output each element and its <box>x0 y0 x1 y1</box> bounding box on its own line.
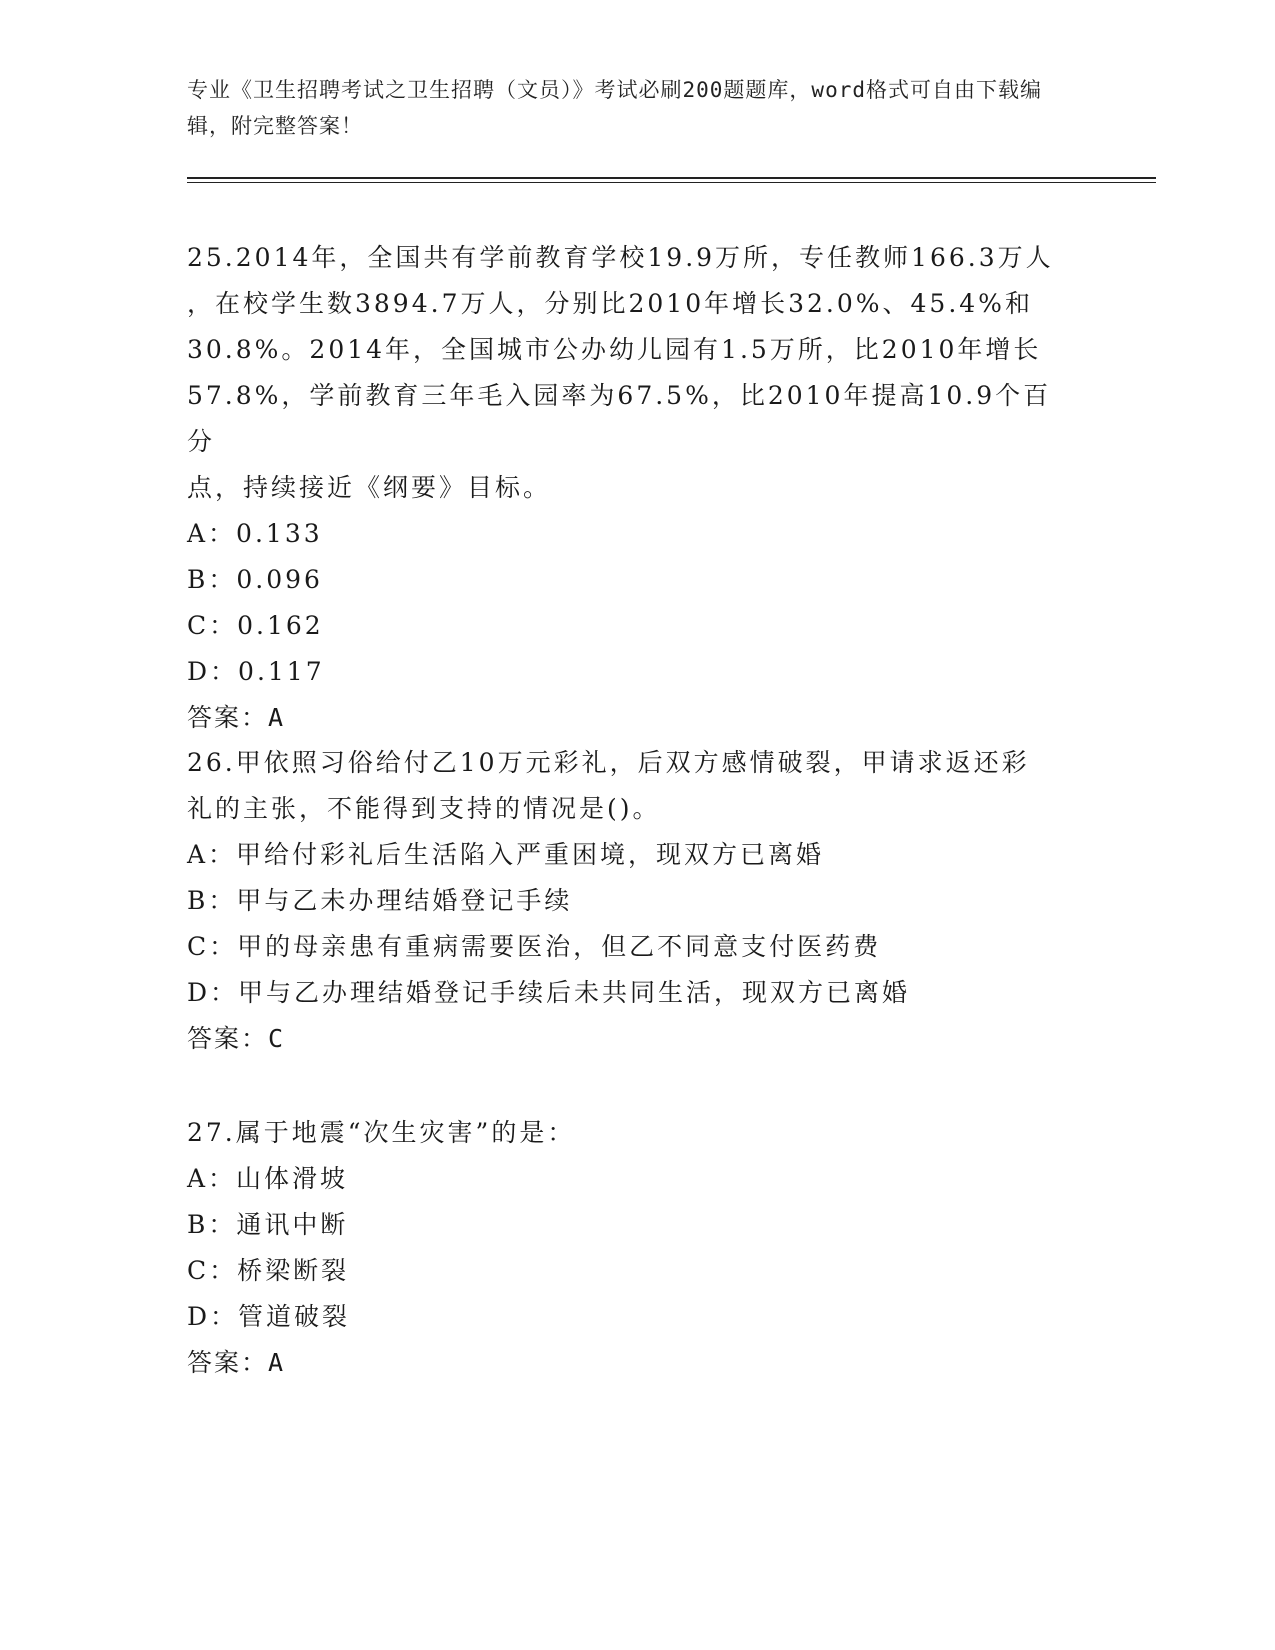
question-stem-line: ，在校学生数3894.7万人，分别比2010年增长32.0%、45.4%和 <box>187 289 1033 318</box>
option-c: C：0.162 <box>187 611 324 640</box>
option-a: A：甲给付彩礼后生活陷入严重困境，现双方已离婚 <box>187 840 825 869</box>
option-a: A：山体滑坡 <box>187 1164 349 1193</box>
question-stem-line: 57.8%，学前教育三年毛入园率为67.5%，比2010年提高10.9个百分 <box>187 381 1052 456</box>
document-intro: 专业《卫生招聘考试之卫生招聘（文员）》考试必刷200题题库，word格式可自由下载编辑，附完整答案！ <box>187 78 1042 138</box>
question-stem-line: 25.2014年，全国共有学前教育学校19.9万所，专任教师166.3万人 <box>187 243 1054 272</box>
question-26 <box>187 740 1067 1062</box>
option-a: A：0.133 <box>187 519 323 548</box>
question-stem-line: 点，持续接近《纲要》目标。 <box>187 473 552 502</box>
option-d: D：管道破裂 <box>187 1302 351 1331</box>
question-stem-line: 26.甲依照习俗给付乙10万元彩礼，后双方感情破裂，甲请求返还彩 <box>187 748 1030 777</box>
answer-line: 答案：C <box>187 1024 286 1053</box>
header-divider-thick <box>187 177 1156 179</box>
option-c: C：甲的母亲患有重病需要医治，但乙不同意支付医药费 <box>187 932 882 961</box>
answer-line: 答案：A <box>187 1348 286 1377</box>
question-stem-line: 礼的主张，不能得到支持的情况是()。 <box>187 794 661 823</box>
question-27 <box>187 1110 1067 1386</box>
option-b: B：通讯中断 <box>187 1210 349 1239</box>
answer-line: 答案：A <box>187 703 286 732</box>
question-stem-line: 27.属于地震“次生灾害”的是： <box>187 1118 576 1147</box>
option-b: B：0.096 <box>187 565 323 594</box>
option-d: D：甲与乙办理结婚登记手续后未共同生活，现双方已离婚 <box>187 978 911 1007</box>
question-25 <box>187 235 1067 741</box>
option-d: D：0.117 <box>187 657 325 686</box>
option-b: B：甲与乙未办理结婚登记手续 <box>187 886 573 915</box>
header-divider-thin <box>187 182 1156 183</box>
question-stem-line: 30.8%。2014年，全国城市公办幼儿园有1.5万所，比2010年增长 <box>187 335 1042 364</box>
option-c: C：桥梁断裂 <box>187 1256 350 1285</box>
